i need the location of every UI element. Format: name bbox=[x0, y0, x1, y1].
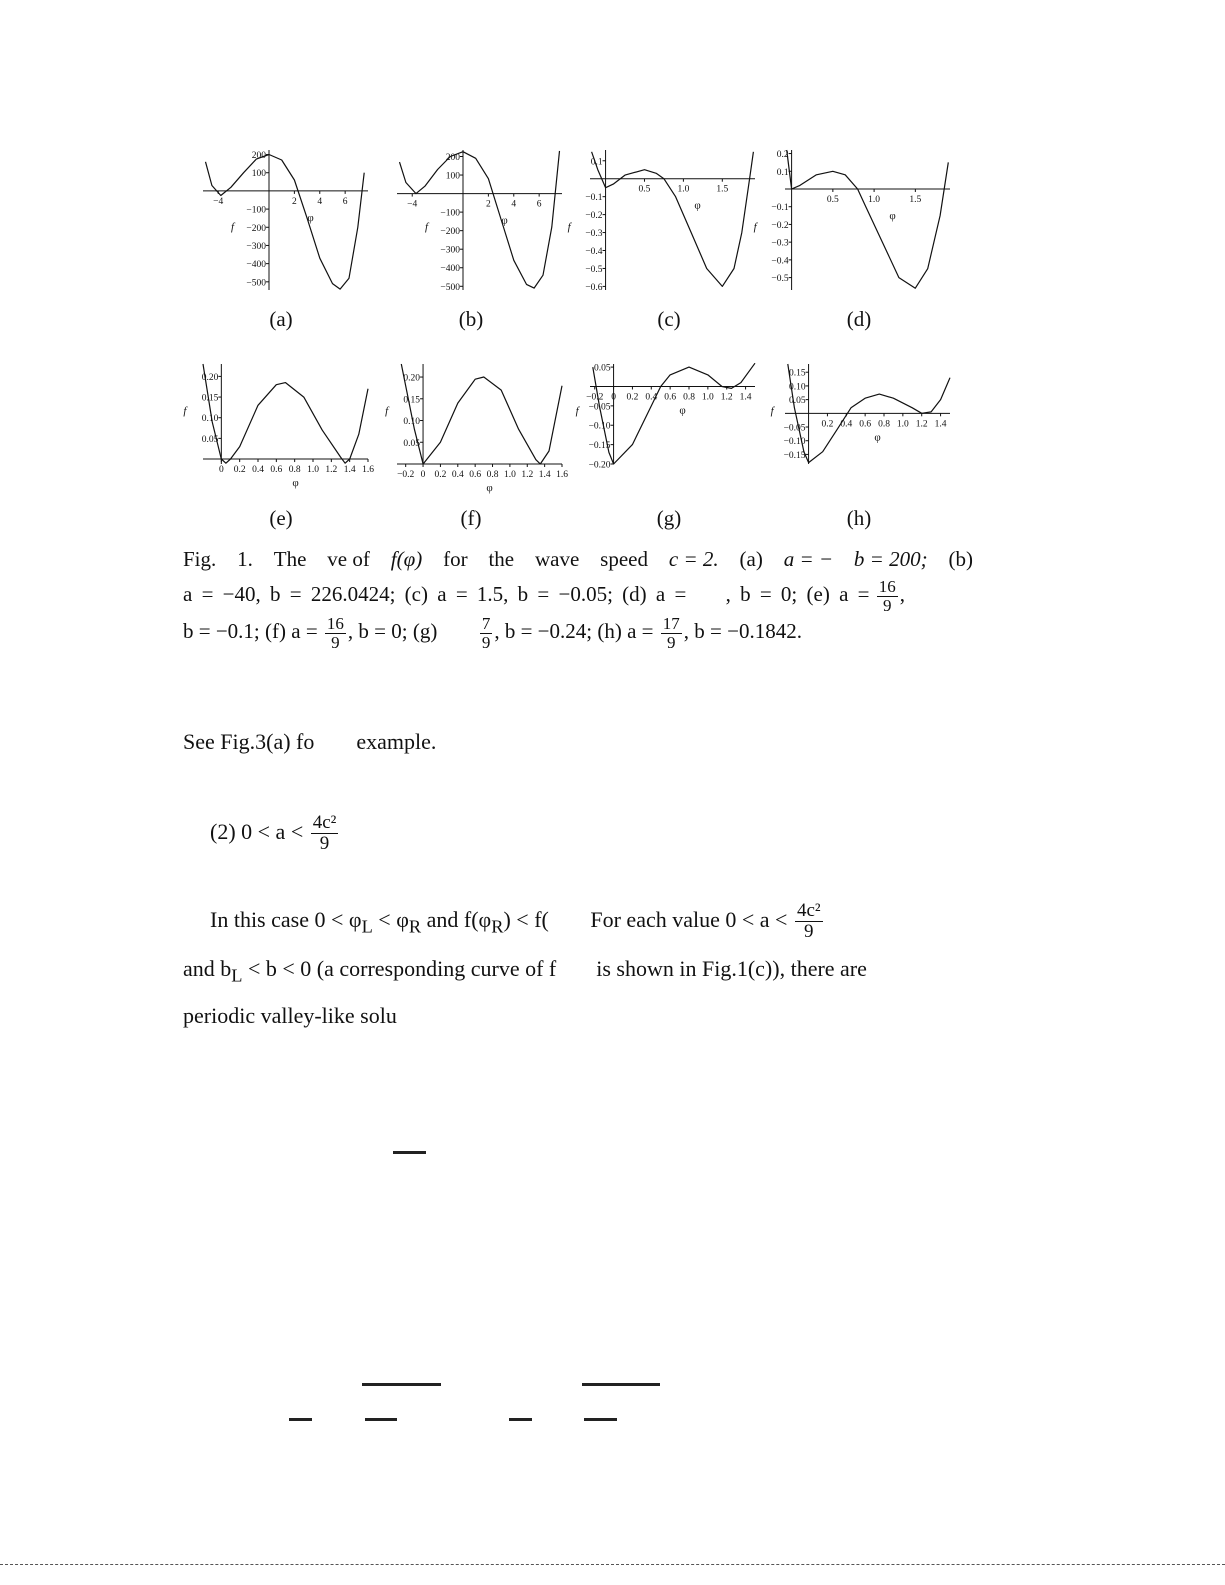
caption-word: a = − bbox=[783, 547, 834, 571]
sublabel-a: (a) bbox=[269, 307, 293, 331]
y-tick-label: −0.6 bbox=[585, 282, 603, 293]
y-tick-label: 0.20 bbox=[201, 372, 219, 383]
x-tick-label: 1.6 bbox=[362, 465, 374, 476]
x-tick-label: 0.4 bbox=[645, 392, 658, 403]
fraction bbox=[480, 613, 493, 652]
fraction-bar bbox=[365, 1418, 397, 1421]
plot-c bbox=[567, 146, 760, 296]
caption-text: , b = 0; (g) bbox=[347, 619, 438, 643]
y-tick-label: 0.05 bbox=[403, 438, 421, 449]
body-text: < b < 0 (a corresponding curve of f bbox=[242, 956, 557, 981]
x-tick-label: 0.4 bbox=[252, 465, 264, 476]
y-tick-label: −0.10 bbox=[783, 437, 806, 448]
body-see-fig bbox=[183, 730, 973, 754]
caption-text: , b = −0.1842. bbox=[683, 619, 802, 643]
numerator: 4c² bbox=[796, 900, 821, 922]
body-line-2 bbox=[183, 956, 973, 986]
y-tick-label: −0.05 bbox=[588, 402, 611, 413]
y-axis-label: f bbox=[231, 221, 235, 233]
x-tick-label: 0.6 bbox=[859, 419, 872, 430]
x-axis-label: φ bbox=[874, 431, 881, 444]
sublabel-b: (b) bbox=[458, 307, 484, 331]
x-tick-label: 0.8 bbox=[878, 419, 890, 430]
y-tick-label: 0.2 bbox=[776, 150, 789, 161]
y-tick-label: 0.1 bbox=[776, 167, 789, 178]
caption-word: ve of bbox=[327, 547, 370, 571]
caption-word: Fig. bbox=[183, 547, 217, 571]
x-axis-label: φ bbox=[292, 477, 299, 490]
sublabel-g: (g) bbox=[656, 506, 682, 530]
caption-text: , b = −0.24; (h) a = bbox=[494, 619, 654, 643]
fraction bbox=[877, 576, 898, 615]
y-axis-label: f bbox=[575, 405, 579, 417]
x-tick-label: 0 bbox=[611, 392, 616, 403]
body-text: See Fig.3(a) fo bbox=[183, 729, 315, 754]
y-tick-label: 0.1 bbox=[590, 157, 603, 168]
y-tick-label: −0.2 bbox=[585, 211, 603, 222]
y-tick-label: −0.15 bbox=[588, 441, 611, 452]
curve-e bbox=[203, 364, 368, 463]
fraction-bar bbox=[362, 1383, 441, 1386]
caption-text: , b = 0; (e) a = bbox=[725, 582, 870, 606]
x-tick-label: 2 bbox=[292, 196, 297, 207]
caption-word: f(φ) bbox=[390, 547, 423, 571]
x-tick-label: 0.2 bbox=[626, 392, 639, 403]
caption-word: (a) bbox=[739, 547, 763, 571]
y-tick-label: 0.15 bbox=[201, 393, 219, 404]
plot-e bbox=[183, 360, 374, 490]
y-tick-label: 0.15 bbox=[403, 395, 421, 406]
y-tick-label: −300 bbox=[246, 241, 266, 252]
y-tick-label: −0.5 bbox=[585, 264, 603, 275]
y-tick-label: 0.05 bbox=[788, 396, 806, 407]
x-tick-label: −4 bbox=[213, 196, 224, 207]
x-tick-label: 0.8 bbox=[683, 392, 695, 403]
x-tick-label: 0.4 bbox=[840, 419, 853, 430]
numerator: 16 bbox=[326, 613, 344, 633]
y-tick-label: −0.1 bbox=[585, 193, 603, 204]
y-tick-label: −0.3 bbox=[771, 238, 789, 249]
caption-text: a = −40, b = 226.0424; (c) a = 1.5, b = −0.05; (d) a = bbox=[183, 582, 687, 606]
sublabel-e: (e) bbox=[269, 506, 293, 530]
denominator: 9 bbox=[667, 632, 676, 652]
x-tick-label: 1.4 bbox=[739, 392, 752, 403]
fraction bbox=[795, 902, 823, 941]
y-tick-label: −200 bbox=[246, 223, 266, 234]
body-text: and b bbox=[183, 956, 232, 981]
y-tick-label: 0.15 bbox=[788, 368, 806, 379]
y-tick-label: −0.20 bbox=[588, 460, 611, 471]
curve-g bbox=[593, 363, 755, 464]
y-tick-label: 0.20 bbox=[403, 373, 421, 384]
x-tick-label: 4 bbox=[511, 199, 517, 210]
caption-word: speed bbox=[600, 547, 648, 571]
y-tick-label: −100 bbox=[440, 208, 460, 219]
x-tick-label: 0.2 bbox=[821, 419, 834, 430]
y-tick-label: 0.10 bbox=[403, 417, 421, 428]
denominator: 9 bbox=[481, 632, 491, 652]
caption-word: wave bbox=[534, 547, 580, 571]
body-text: In this case 0 < φ bbox=[210, 907, 362, 932]
y-axis-label: f bbox=[753, 221, 757, 233]
x-tick-label: 0.6 bbox=[469, 470, 482, 480]
x-tick-label: 1.0 bbox=[677, 184, 690, 195]
y-tick-label: 100 bbox=[251, 169, 266, 180]
y-tick-label: 100 bbox=[445, 171, 460, 182]
plot-h bbox=[770, 360, 955, 485]
body-text: example. bbox=[356, 729, 437, 754]
x-axis-label: φ bbox=[501, 214, 508, 227]
x-tick-label: 0.6 bbox=[270, 465, 283, 476]
y-tick-label: −0.1 bbox=[771, 203, 789, 214]
caption-word: b = 200; bbox=[853, 547, 928, 571]
x-tick-label: 1.0 bbox=[701, 392, 714, 403]
denominator: 9 bbox=[331, 632, 340, 652]
sublabel-f: (f) bbox=[460, 506, 482, 530]
caption-line-1 bbox=[183, 547, 973, 571]
y-axis-label: f bbox=[770, 405, 774, 417]
subscript: R bbox=[491, 916, 504, 937]
x-axis-label: φ bbox=[679, 404, 686, 417]
caption-word: for bbox=[443, 547, 468, 571]
subscript: L bbox=[361, 916, 373, 937]
x-tick-label: 6 bbox=[536, 199, 542, 210]
x-tick-label: 1.4 bbox=[343, 465, 356, 476]
plot-d bbox=[753, 146, 955, 296]
caption-word: The bbox=[273, 547, 307, 571]
x-axis-label: φ bbox=[486, 482, 493, 494]
curve-a bbox=[206, 155, 365, 290]
x-tick-label: 1.2 bbox=[325, 465, 338, 476]
curve-c bbox=[592, 152, 754, 287]
y-tick-label: −500 bbox=[246, 278, 266, 289]
sublabel-h: (h) bbox=[846, 506, 872, 530]
numerator: 16 bbox=[878, 576, 896, 596]
body-line-3: periodic valley-like solu bbox=[183, 1003, 397, 1028]
denominator: 9 bbox=[804, 921, 814, 943]
x-tick-label: −0.2 bbox=[586, 392, 604, 403]
fraction bbox=[325, 613, 346, 652]
x-tick-label: 0 bbox=[420, 470, 426, 480]
body-text: (2) 0 < a < bbox=[210, 819, 304, 844]
denominator: 9 bbox=[882, 595, 892, 615]
y-tick-label: 0.05 bbox=[201, 434, 219, 445]
x-tick-label: 1.6 bbox=[556, 470, 568, 480]
y-tick-label: −0.3 bbox=[585, 229, 603, 240]
curve-f bbox=[401, 364, 562, 464]
numerator: 17 bbox=[662, 613, 680, 633]
y-tick-label: −0.2 bbox=[771, 220, 789, 231]
y-axis-label: f bbox=[567, 221, 571, 233]
sublabel-c: (c) bbox=[657, 307, 681, 331]
x-axis-label: φ bbox=[307, 211, 314, 224]
x-tick-label: 1.0 bbox=[503, 470, 516, 480]
x-tick-label: −0.2 bbox=[397, 470, 415, 480]
plot-g bbox=[575, 360, 760, 485]
y-tick-label: 0.10 bbox=[201, 414, 219, 425]
caption-word: the bbox=[488, 547, 515, 571]
x-tick-label: 0 bbox=[218, 465, 224, 476]
body-text: ) < f( bbox=[503, 907, 549, 932]
x-axis-label: φ bbox=[889, 209, 896, 222]
y-tick-label: −500 bbox=[440, 282, 460, 293]
caption-word: c = 2. bbox=[668, 547, 719, 571]
x-tick-label: 1.4 bbox=[934, 419, 947, 430]
fraction-bar bbox=[289, 1418, 312, 1421]
x-axis-label: φ bbox=[694, 199, 701, 212]
y-tick-label: −100 bbox=[246, 205, 266, 216]
x-tick-label: 1.5 bbox=[909, 194, 922, 205]
body-text: For each value 0 < a < bbox=[590, 907, 788, 932]
numerator: 7 bbox=[481, 613, 491, 633]
plot-a bbox=[198, 146, 373, 296]
caption-line-2: a = −40, b = 226.0424; (c) a = 1.5, b = −0.05; (d) a = , b = 0; (e) a = $\frac{16}{9}$ , bbox=[183, 576, 905, 615]
fraction bbox=[311, 814, 339, 853]
x-tick-label: 0.8 bbox=[288, 465, 301, 476]
x-tick-label: 1.4 bbox=[538, 470, 551, 480]
page-bottom-rule bbox=[0, 1564, 1225, 1565]
caption-text: b = −0.1; (f) a = bbox=[183, 619, 318, 643]
y-axis-label: f bbox=[385, 405, 389, 417]
x-tick-label: 0.8 bbox=[486, 470, 499, 480]
x-tick-label: 2 bbox=[486, 199, 491, 210]
y-tick-label: −200 bbox=[440, 227, 460, 238]
x-tick-label: 6 bbox=[342, 196, 348, 207]
curve-b bbox=[400, 151, 560, 288]
y-tick-label: −0.4 bbox=[771, 256, 789, 267]
x-tick-label: 1.0 bbox=[868, 194, 881, 205]
y-tick-label: 0.10 bbox=[788, 382, 806, 393]
caption-line-3 bbox=[183, 613, 973, 652]
y-tick-label: −0.05 bbox=[783, 423, 806, 434]
body-line-1 bbox=[210, 900, 1000, 943]
y-tick-label: −400 bbox=[440, 264, 460, 275]
y-tick-label: 200 bbox=[445, 152, 460, 163]
y-tick-label: −0.4 bbox=[585, 247, 603, 258]
body-text: is shown in Fig.1(c)), there are bbox=[596, 956, 867, 981]
subscript: R bbox=[408, 916, 422, 937]
x-tick-label: 1.2 bbox=[521, 470, 534, 480]
curve-d bbox=[787, 150, 949, 288]
y-tick-label: −0.15 bbox=[783, 450, 806, 461]
x-tick-label: 0.6 bbox=[664, 392, 677, 403]
case-heading bbox=[210, 812, 1000, 855]
denominator: 9 bbox=[319, 833, 330, 855]
y-axis-label: f bbox=[425, 221, 429, 233]
x-tick-label: 0.2 bbox=[434, 470, 447, 480]
y-tick-label: −0.10 bbox=[588, 421, 611, 432]
numerator: 4c² bbox=[312, 812, 337, 834]
subscript: L bbox=[231, 965, 243, 986]
x-tick-label: 0.2 bbox=[233, 465, 246, 476]
x-tick-label: 1.2 bbox=[915, 419, 928, 430]
caption-word: (b) bbox=[948, 547, 973, 571]
x-tick-label: 1.5 bbox=[716, 184, 729, 195]
y-tick-label: −400 bbox=[246, 260, 266, 271]
fraction-bar bbox=[582, 1383, 660, 1386]
plot-f bbox=[385, 360, 568, 494]
x-tick-label: 1.0 bbox=[896, 419, 909, 430]
y-tick-label: −300 bbox=[440, 245, 460, 256]
body-text: < φ bbox=[372, 907, 409, 932]
x-tick-label: 1.2 bbox=[720, 392, 733, 403]
fraction-bar bbox=[584, 1418, 617, 1421]
y-tick-label: 0.05 bbox=[593, 363, 611, 374]
y-axis-label: f bbox=[183, 405, 187, 417]
x-tick-label: 4 bbox=[317, 196, 323, 207]
fraction-bar bbox=[509, 1418, 532, 1421]
x-tick-label: 0.5 bbox=[638, 184, 651, 195]
fraction bbox=[661, 613, 682, 652]
x-tick-label: 0.4 bbox=[451, 470, 464, 480]
y-tick-label: −0.5 bbox=[771, 274, 789, 285]
y-tick-label: 200 bbox=[251, 151, 266, 162]
x-tick-label: 1.0 bbox=[307, 465, 319, 476]
plot-b bbox=[392, 146, 567, 296]
sublabel-d: (d) bbox=[846, 307, 872, 331]
x-tick-label: −4 bbox=[407, 199, 418, 210]
x-tick-label: 0.5 bbox=[826, 194, 839, 205]
fraction-bar bbox=[393, 1151, 426, 1154]
body-text: and f(φ bbox=[421, 907, 492, 932]
caption-word: 1. bbox=[237, 547, 253, 571]
